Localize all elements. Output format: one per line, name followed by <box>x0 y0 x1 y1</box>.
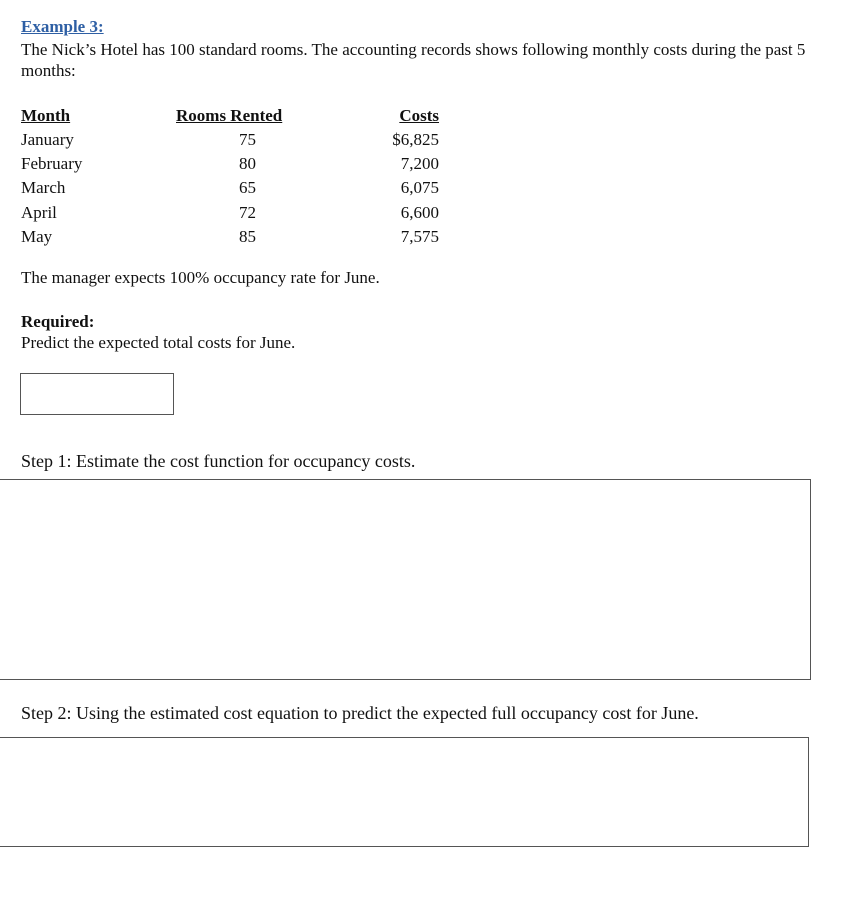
row-cost: $6,825 <box>392 130 439 149</box>
step2-label: Step 2: Using the estimated cost equation to predict the expected full occupancy cost for June. <box>21 703 699 723</box>
manager-note: The manager expects 100% occupancy rate for June. <box>21 268 380 287</box>
row-rooms: 65 <box>239 178 256 197</box>
step2-answer-area[interactable] <box>0 737 809 847</box>
header-costs: Costs <box>399 106 439 125</box>
row-rooms: 75 <box>239 130 256 149</box>
example-title: Example 3: <box>21 17 104 36</box>
row-rooms: 85 <box>239 227 256 246</box>
required-text: Predict the expected total costs for June. <box>21 333 296 352</box>
total-cost-answer-input[interactable] <box>20 373 174 415</box>
row-month: March <box>21 178 66 197</box>
row-rooms: 72 <box>239 203 256 222</box>
row-cost: 6,600 <box>400 203 439 222</box>
header-month: Month <box>21 106 71 125</box>
header-rooms-rented: Rooms Rented <box>176 106 283 125</box>
required-label: Required: <box>21 312 95 331</box>
row-cost: 7,200 <box>400 154 439 173</box>
row-month: May <box>21 227 53 246</box>
row-cost: 6,075 <box>400 178 439 197</box>
row-month: January <box>21 130 74 149</box>
row-month: February <box>21 154 83 173</box>
row-rooms: 80 <box>239 154 256 173</box>
row-cost: 7,575 <box>400 227 439 246</box>
step1-answer-area[interactable] <box>0 479 811 680</box>
step1-label: Step 1: Estimate the cost function for occupancy costs. <box>21 451 416 471</box>
row-month: April <box>21 203 57 222</box>
intro-paragraph: The Nick’s Hotel has 100 standard rooms. The accounting records shows following monthly costs during the past 5 months: <box>21 40 806 80</box>
